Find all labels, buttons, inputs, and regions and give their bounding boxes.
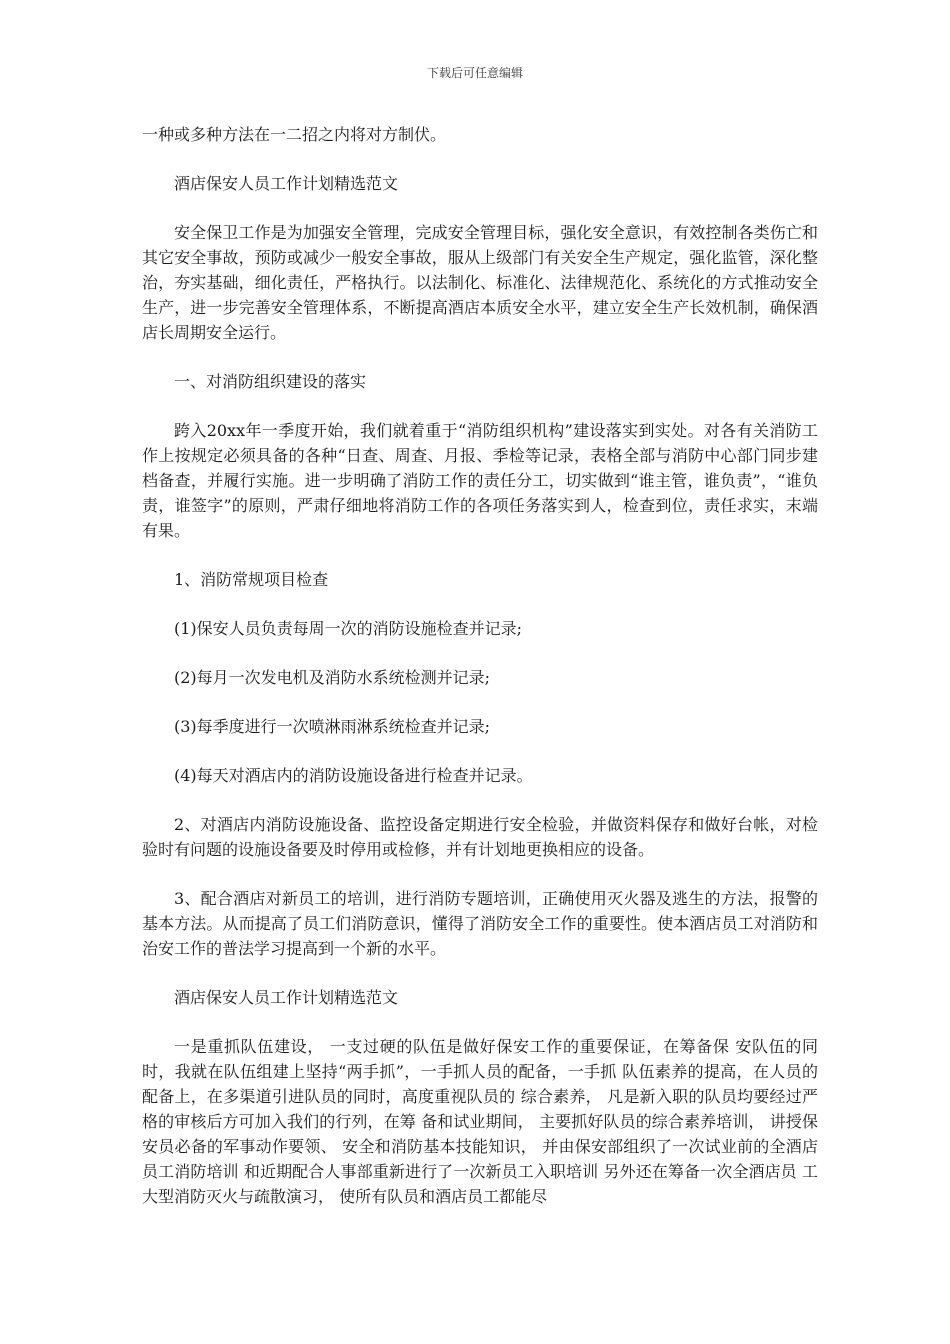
document-body bbox=[142, 122, 818, 1233]
paragraph: 一是重抓队伍建设， 一支过硬的队伍是做好保安工作的重要保证，在筹备保 安队伍的同时，我就在队伍组建上坚持“两手抓”，一手抓人员的配备，一手抓 队伍素养的提高，在人员的配备上，在多渠道引进队员的同时，高度重视队员的 综合素养， 凡是新入职的队员均要经过严格的审核后方可加入我们的行列，在筹 备和试业期间， 主要抓好队员的综合素养培训， 讲授保安员必备的军事动作要领、 安全和消防基本技能知识， 并由保安部组织了一次试业前的全酒店员工消防培训 和近期配合人事部重新进行了一次新员工入职培训 另外还在筹备一次全酒店员 工大型消防灭火与疏散演习， 使所有队员和酒店员工都能尽 bbox=[142, 1037, 818, 1206]
paragraph: 2、对酒店内消防设施设备、监控设备定期进行安全检验，并做资料保存和做好台帐，对检验时有问题的设施设备要及时停用或检修，并有计划地更换相应的设备。 bbox=[142, 815, 818, 859]
paragraph: 跨入20xx年一季度开始，我们就着重于“消防组织机构”建设落实到实处。对各有关消防工作上按规定必须具备的各种“日查、周查、月报、季检等记录，表格全部与消防中心部门同步建档备查，并履行实施。进一步明确了消防工作的责任分工，切实做到“谁主管，谁负责”，“谁负责，谁签字”的原则，严肃仔细地将消防工作的各项任务落实到人，检查到位，责任求实，末端有果。 bbox=[142, 421, 818, 540]
section-title: 酒店保安人员工作计划精选范文 bbox=[174, 988, 399, 1007]
paragraph: 一种或多种方法在一二招之内将对方制伏。 bbox=[142, 125, 447, 144]
section-heading: 一、对消防组织建设的落实 bbox=[174, 372, 367, 391]
page-header: 下载后可任意编辑 bbox=[426, 66, 523, 80]
subsection-heading: 1、消防常规项目检查 bbox=[174, 570, 329, 589]
section-title: 酒店保安人员工作计划精选范文 bbox=[174, 174, 399, 193]
paragraph: 安全保卫工作是为加强安全管理，完成安全管理目标，强化安全意识，有效控制各类伤亡和其它安全事故，预防或减少一般安全事故，服从上级部门有关安全生产规定，强化监管，深化整治，夯实基础，细化责任，严格执行。以法制化、标准化、法律规范化、系统化的方式推动安全生产，进一步完善安全管理体系，不断提高酒店本质安全水平，建立安全生产长效机制，确保酒店长周期安全运行。 bbox=[142, 223, 818, 342]
paragraph: 3、配合酒店对新员工的培训，进行消防专题培训，正确使用灭火器及逃生的方法，报警的基本方法。从而提高了员工们消防意识，懂得了消防安全工作的重要性。使本酒店员工对消防和治安工作的普法学习提高到一个新的水平。 bbox=[142, 889, 818, 958]
list-item: (3)每季度进行一次喷淋雨淋系统检查并记录; bbox=[174, 717, 491, 736]
list-item: (4)每天对酒店内的消防设施设备进行检查并记录。 bbox=[174, 766, 533, 785]
list-item: (2)每月一次发电机及消防水系统检测并记录; bbox=[174, 668, 491, 687]
list-item: (1)保安人员负责每周一次的消防设施检查并记录; bbox=[174, 619, 523, 638]
